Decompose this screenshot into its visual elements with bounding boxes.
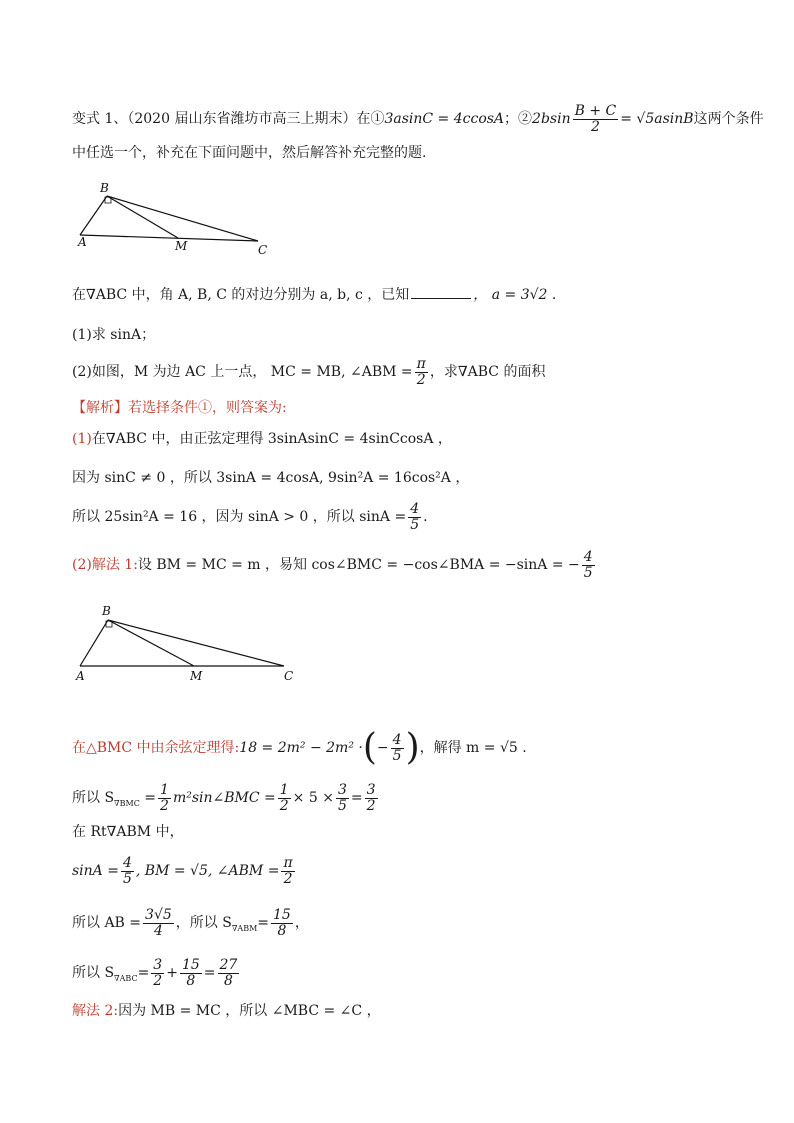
solution-line-3: 所以 25sin²A = 16 ，因为 sinA > 0 ，所以 sinA = $\frac{4}{5}$ .: [72, 501, 428, 533]
question-2: (2)如图，M 为边 AC 上一点， MC = MB, ∠ABM = $\frac{\pi}{2}$ ，求∇ABC 的面积: [72, 356, 546, 388]
label-m: M: [190, 669, 203, 683]
condition-2-left: 2bsin: [532, 111, 571, 128]
solution-line-10: 所以 $S_{\nabla ABC}=$ $\frac{3}{2}$ + $\frac{15}{8}$ = $\frac{27}{8}$: [72, 957, 238, 989]
statement-line: 在∇ABC 中，角 A, B, C 的对边分别为 a, b, c ，已知 ， a = 3√2 .: [72, 284, 734, 306]
solution-line-5: 在△BMC 中由余弦定理得:18 = 2m² − 2m² ·(− $\frac{4}{5}$ )，解得 m = √5 .: [72, 727, 527, 768]
triangle-figure-1: [72, 180, 282, 260]
solution-line-2: 因为 sinC ≠ 0 ，所以 3sinA = 4cosA, 9sin²A = 16cos²A ，: [72, 470, 470, 486]
edge-bm: [108, 620, 194, 666]
label-a: A: [76, 669, 85, 683]
label-c: C: [284, 669, 294, 683]
problem-source: （2020 届山东省潍坊市高三上期末）: [127, 111, 357, 128]
answer-blank: [411, 284, 471, 299]
analysis-header: 【解析】若选择条件①，则答案为:: [72, 400, 287, 416]
question-1: (1)求 sinA；: [72, 327, 156, 343]
edge-ab: [80, 620, 108, 666]
label-m: M: [175, 239, 188, 253]
label-c: C: [258, 243, 268, 257]
problem-line-2: 中任选一个，补充在下面问题中，然后解答补充完整的题.: [72, 145, 427, 161]
condition-2-fraction: $\frac{B + C}{2}$: [574, 103, 617, 135]
edge-ab: [80, 196, 107, 235]
method-1-label: (2)解法 1:: [72, 557, 138, 574]
method-2-label: 解法 2:: [72, 1003, 119, 1019]
solution-line-7: 在 Rt∇ABM 中，: [72, 824, 184, 840]
edge-bc: [108, 620, 284, 666]
solution-line-9: 所以 AB = $\frac{3√5}{4}$ ，所以 $S_{\nabla ABM}=$ $\frac{15}{8}$ ，: [72, 907, 309, 939]
label-b: B: [102, 604, 111, 618]
triangle-figure-2: [72, 600, 312, 690]
solution-line-1: (1)在∇ABC 中，由正弦定理得 3sinAsinC = 4sinCcosA ，: [72, 431, 452, 447]
solution-line-4: (2)解法 1:设 BM = MC = m ，易知 cos∠BMC = −cos∠BMA = −sinA = − $\frac{4}{5}$: [72, 549, 593, 581]
label-b: B: [100, 181, 109, 195]
analysis-tag: 【解析】: [72, 400, 128, 416]
condition-2-right: = √5asinB: [620, 111, 694, 128]
solution-line-6: 所以 $S_{\nabla BMC}$ = $\frac{1}{2}$ m²sin∠BMC = $\frac{1}{2}$ × 5 × $\frac{3}{5}$ = $\frac{3}{2}$: [72, 782, 376, 814]
label-a: A: [78, 235, 87, 249]
variant-label: 变式 1、: [72, 111, 128, 128]
problem-line-1: 变式 1、（2020 届山东省潍坊市高三上期末）在①3asinC = 4ccosA；②2bsin $\frac{B + C}{2}$ = √5asinB这两个条件: [72, 103, 764, 135]
solution-line-11: 解法 2:因为 MB = MC ，所以 ∠MBC = ∠C ，: [72, 1003, 381, 1019]
condition-1: 3asinC = 4ccosA: [384, 111, 505, 128]
edge-bc: [107, 196, 258, 241]
solution-line-8: sinA = $\frac{4}{5}$ , BM = √5, ∠ABM = $\frac{\pi}{2}$: [72, 855, 293, 887]
edge-ac: [80, 235, 258, 241]
edge-bm: [107, 196, 178, 238]
